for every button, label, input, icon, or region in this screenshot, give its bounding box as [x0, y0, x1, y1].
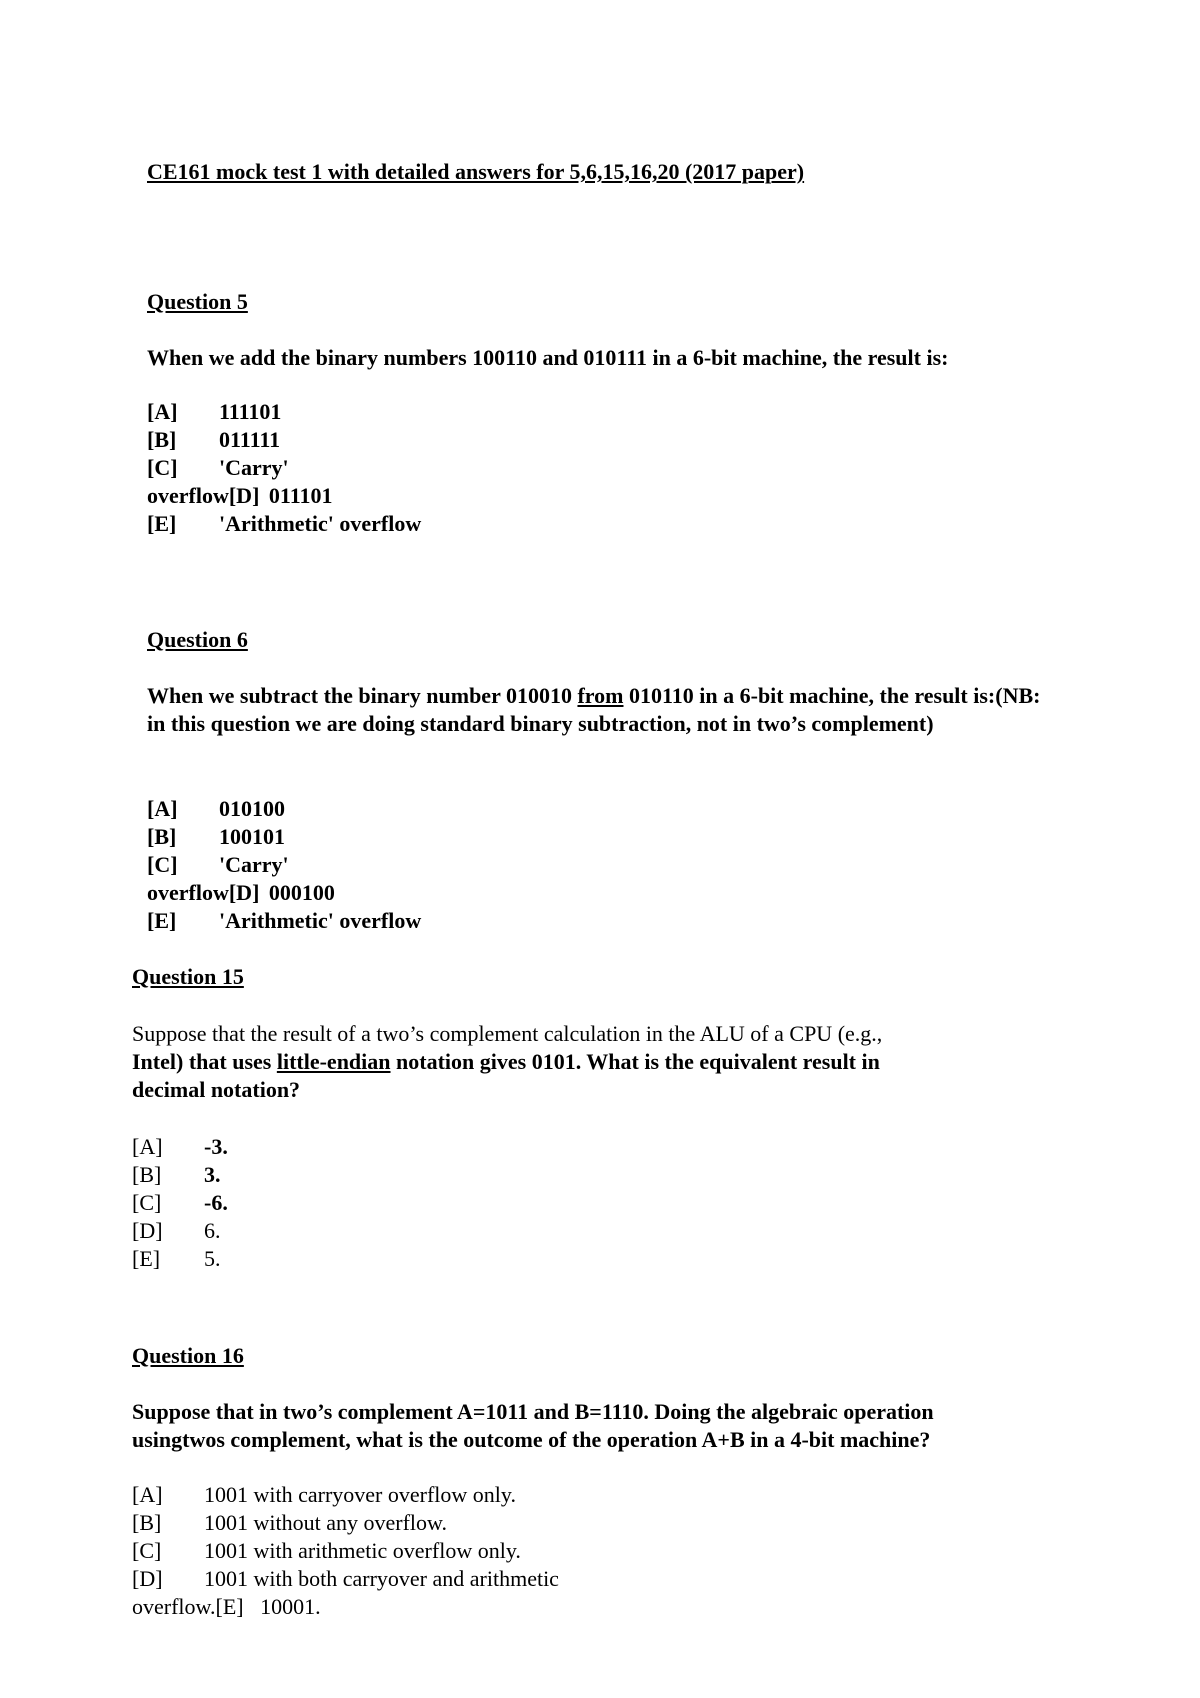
- question-15-heading: Question 15: [132, 964, 244, 989]
- option-text: 1001 with arithmetic overflow only.: [204, 1538, 521, 1563]
- q5-option-c: [147, 454, 289, 482]
- q16-option-d: [132, 1565, 559, 1593]
- option-key: [C]: [132, 1190, 162, 1215]
- q6-option-b: [147, 823, 285, 851]
- question-6-heading: Question 6: [147, 627, 248, 652]
- option-text: 3.: [204, 1162, 221, 1187]
- q5-option-e: [147, 510, 422, 538]
- option-key: [C]: [132, 1538, 162, 1563]
- option-key: [A]: [147, 796, 178, 821]
- option-key: [E]: [132, 1246, 161, 1271]
- option-text: 'Arithmetic' overflow: [219, 908, 422, 933]
- q6-option-c: [147, 851, 289, 879]
- page-title: CE161 mock test 1 with detailed answers for 5,6,15,16,20 (2017 paper): [147, 159, 805, 184]
- option-key: [B]: [132, 1510, 162, 1535]
- option-text: 'Carry': [219, 455, 289, 480]
- q5-option-d: [147, 482, 332, 510]
- option-key: [D]: [132, 1566, 163, 1591]
- option-key: [A]: [132, 1134, 163, 1159]
- option-key: [B]: [147, 824, 177, 849]
- question-16-heading: Question 16: [132, 1343, 244, 1368]
- question-15-prompt-line-2: [132, 1048, 880, 1076]
- q16-option-a: [132, 1481, 516, 1509]
- q15-option-d: [132, 1217, 221, 1245]
- option-text: 1001 with both carryover and arithmetic: [204, 1566, 559, 1591]
- q15-option-a: [132, 1133, 228, 1161]
- q6-option-a: [147, 795, 285, 823]
- q15-option-e: [132, 1245, 221, 1273]
- question-5-heading: Question 5: [147, 289, 248, 314]
- prompt-text: Intel) that uses: [132, 1049, 277, 1074]
- question-16-prompt-line-1: Suppose that in two’s complement A=1011 and B=1110. Doing the algebraic operation: [132, 1399, 934, 1424]
- option-key: [C]: [147, 455, 178, 480]
- option-text: 011101: [268, 483, 333, 508]
- option-key: overflow[D]: [147, 880, 260, 905]
- q16-option-e-line: overflow.[E] 10001.: [132, 1594, 321, 1619]
- option-text: 1001 without any overflow.: [204, 1510, 447, 1535]
- option-key: overflow[D]: [147, 483, 260, 508]
- q16-option-c: [132, 1537, 521, 1565]
- option-text: 6.: [204, 1218, 221, 1243]
- question-15-prompt-line-3: decimal notation?: [132, 1077, 301, 1102]
- question-6-prompt: [147, 682, 1062, 738]
- option-text: 111101: [219, 399, 282, 424]
- option-text: 000100: [268, 880, 335, 905]
- q5-option-a: [147, 398, 282, 426]
- option-key: [B]: [132, 1162, 162, 1187]
- prompt-text: notation gives 0101. What is the equivalent result in: [390, 1049, 880, 1074]
- option-text: 'Arithmetic' overflow: [219, 511, 422, 536]
- option-text: 5.: [204, 1246, 221, 1271]
- option-text: 1001 with carryover overflow only.: [204, 1482, 516, 1507]
- option-text: -3.: [204, 1134, 228, 1159]
- option-key: [D]: [132, 1218, 163, 1243]
- q6-option-d: [147, 879, 335, 907]
- option-text: 010100: [219, 796, 285, 821]
- option-key: [A]: [132, 1482, 163, 1507]
- prompt-underlined: from: [577, 683, 624, 708]
- q6-option-e: [147, 907, 422, 935]
- option-text: 011111: [219, 427, 281, 452]
- prompt-underlined: little-endian: [276, 1049, 391, 1074]
- option-key: [B]: [147, 427, 177, 452]
- option-key: [E]: [147, 908, 177, 933]
- prompt-text: 010110 in a 6-bit machine, the result is:(NB: in this question we are doing standard binary subtraction, not in two’s complement): [147, 683, 1041, 736]
- option-text: 'Carry': [219, 852, 289, 877]
- option-text: 100101: [219, 824, 285, 849]
- option-key: [A]: [147, 399, 178, 424]
- option-text: -6.: [204, 1190, 228, 1215]
- option-key: [E]: [147, 511, 177, 536]
- q15-option-b: [132, 1161, 221, 1189]
- question-15-prompt-line-1: Suppose that the result of a two’s complement calculation in the ALU of a CPU (e.g.,: [132, 1021, 883, 1046]
- question-5-prompt: When we add the binary numbers 100110 and 010111 in a 6-bit machine, the result is:: [147, 345, 949, 370]
- q16-option-b: [132, 1509, 447, 1537]
- question-16-prompt-line-2: usingtwos complement, what is the outcome of the operation A+B in a 4-bit machine?: [132, 1427, 931, 1452]
- prompt-text: When we subtract the binary number 010010: [147, 683, 578, 708]
- option-key: [C]: [147, 852, 178, 877]
- q15-option-c: [132, 1189, 228, 1217]
- q5-option-b: [147, 426, 281, 454]
